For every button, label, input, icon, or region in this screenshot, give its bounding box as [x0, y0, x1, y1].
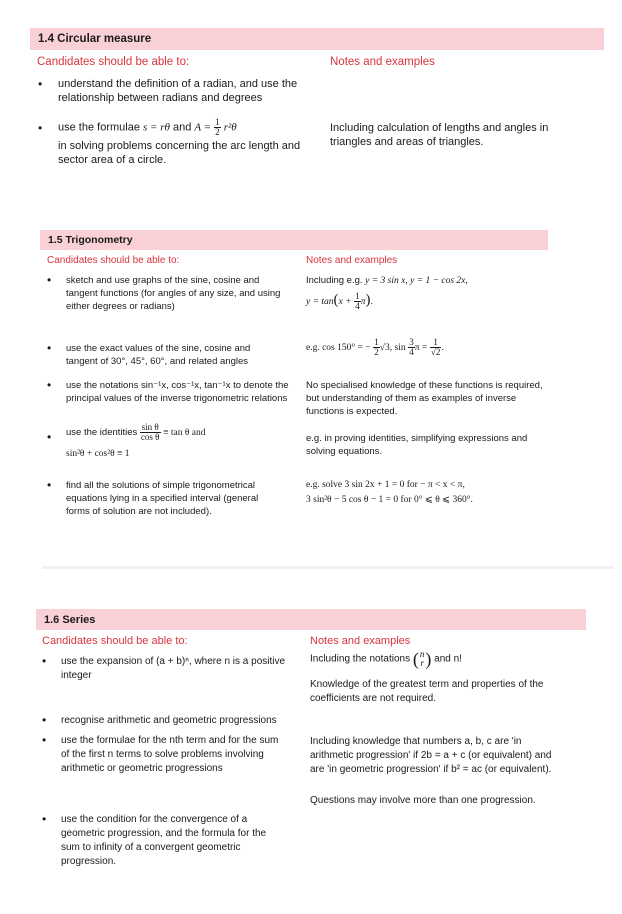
candidates-heading: Candidates should be able to:: [47, 255, 180, 266]
math-expression: y = tan: [306, 297, 334, 308]
list-item: use the condition for the convergence of a geometric progression, and the formula for the sum to infinity of a convergent geometric progression.: [61, 814, 267, 867]
denominator: √2: [430, 347, 441, 357]
numerator: 1: [374, 337, 379, 347]
area-formula-a: A =: [194, 121, 212, 134]
list-item: use the formulae for the nth term and for the sum of the first n terms to solve problems involving arithmetic or geometric progressions: [61, 735, 279, 774]
numerator: 1: [355, 291, 360, 301]
note-text: Including e.g.: [306, 275, 363, 286]
note-line: [306, 274, 546, 288]
formula-line: [58, 118, 313, 137]
section-header-series: [36, 609, 586, 630]
note-line: y = tan(x + $\frac{1}{4}$ π).: [306, 291, 374, 311]
binomial-bottom: r: [420, 658, 424, 668]
list-item: [66, 423, 296, 461]
numerator: 3: [409, 337, 414, 347]
bullet: •: [42, 713, 47, 727]
item-text: use the identities: [66, 427, 138, 439]
bullet: •: [42, 812, 47, 826]
candidates-heading: Candidates should be able to:: [37, 56, 190, 68]
bullet: •: [47, 378, 52, 392]
section-divider: [42, 566, 614, 569]
note-text: e.g. in proving identities, simplifying expressions and solving equations.: [306, 433, 528, 457]
note-example: [306, 274, 546, 311]
list-item: use the expansion of (a + b)ⁿ, where n is a positive integer: [61, 656, 286, 681]
bullet: •: [47, 341, 52, 355]
section-title: 1.6 Series: [44, 613, 96, 626]
arc-formula: s = rθ: [143, 121, 170, 134]
note-example: e.g. cos 150° = − $\frac{1}{2}$ √3, sin $\frac{3}{4}$ π = $\frac{1}{√2}$ .: [306, 337, 445, 357]
math-expression: y = 3 sin x, y = 1 − cos 2x,: [365, 276, 468, 286]
note-example: [306, 479, 566, 507]
note-text: Including calculation of lengths and angles in triangles and areas of triangles.: [330, 122, 549, 148]
math-expression: e.g. solve 3 sin 2x + 1 = 0 for − π < x < π,: [306, 480, 465, 490]
notes-heading: Notes and examples: [330, 56, 435, 68]
note-text: and n!: [434, 653, 462, 665]
list-item: sketch and use graphs of the sine, cosine and tangent functions (for angles of any size, and using either degrees or radians): [66, 275, 281, 312]
math-expression: π: [360, 297, 366, 308]
section-title: 1.4 Circular measure: [38, 33, 152, 45]
identity-line: [66, 423, 296, 442]
bullet: •: [38, 121, 43, 135]
denominator: 2: [374, 347, 379, 357]
notes-heading: Notes and examples: [310, 635, 411, 647]
denominator: 4: [409, 347, 414, 357]
bullet: •: [47, 273, 52, 287]
numerator: 1: [215, 117, 220, 127]
binomial-top: n: [419, 649, 425, 659]
section-title: 1.5 Trigonometry: [48, 234, 133, 246]
paren-open: (: [412, 649, 419, 669]
math-expression: 3 sin²θ − 5 cos θ − 1 = 0 for 0° ⩽ θ ⩽ 360°.: [306, 495, 473, 505]
denominator: 2: [215, 127, 220, 137]
math-expression: x +: [338, 297, 352, 308]
fraction: [430, 338, 441, 357]
bullet: •: [42, 654, 47, 668]
list-item: [58, 118, 313, 167]
paren-open: (: [333, 292, 339, 309]
note-text: Including the notations: [310, 653, 411, 665]
numerator: 1: [430, 338, 441, 348]
note-text: Questions may involve more than one progression.: [310, 795, 536, 806]
note-example: [310, 650, 560, 668]
math-expression: π =: [414, 343, 428, 354]
bullet: •: [42, 733, 47, 747]
note-text: No specialised knowledge of these functions is required, but understanding of them as examples of inverse functions is expected.: [306, 380, 543, 417]
paren-close: ): [365, 292, 371, 309]
section-header-circular-measure: [30, 28, 604, 50]
fraction: [140, 423, 161, 442]
list-item: use the notations sin⁻¹x, cos⁻¹x, tan⁻¹x to denote the principal values of the inverse trigonometric relations: [66, 380, 289, 404]
note-text: Including knowledge that numbers a, b, c are 'in arithmetic progression' if 2b = a + c (or equivalent) and are 'in geometric progression' if b² = ac (or equivalent).: [310, 736, 552, 775]
denominator: cos θ: [140, 432, 160, 442]
item-text: in solving problems concerning the arc length and sector area of a circle.: [58, 140, 301, 166]
math-expression: √3, sin: [379, 343, 406, 354]
numerator: sin θ: [141, 422, 159, 432]
list-item: understand the definition of a radian, and use the relationship between radians and degrees: [58, 78, 298, 104]
list-item: find all the solutions of simple trigonometrical equations lying in a specified interval (general forms of solution are not included).: [66, 480, 259, 517]
math-expression: e.g. cos 150° = −: [306, 343, 371, 354]
item-text: use the formulae: [58, 121, 140, 134]
identity-line: sin²θ + cos²θ ≡ 1: [66, 449, 130, 459]
area-formula-b: r²θ: [223, 121, 237, 134]
fraction: [214, 118, 221, 137]
list-item: use the exact values of the sine, cosine and tangent of 30°, 45°, 60°, and related angles: [66, 343, 251, 367]
paren-close: ): [425, 649, 432, 669]
denominator: 4: [355, 301, 360, 311]
section-header-trigonometry: [40, 230, 548, 250]
bullet: •: [47, 430, 52, 444]
candidates-heading: Candidates should be able to:: [42, 635, 188, 647]
note-text: Knowledge of the greatest term and properties of the coefficients are not required.: [310, 679, 544, 704]
bullet: •: [47, 478, 52, 492]
list-item: recognise arithmetic and geometric progressions: [61, 715, 277, 726]
bullet: •: [38, 77, 43, 91]
notes-heading: Notes and examples: [306, 255, 398, 266]
math-expression: ≡ tan θ and: [163, 428, 206, 439]
item-text: and: [172, 121, 192, 134]
